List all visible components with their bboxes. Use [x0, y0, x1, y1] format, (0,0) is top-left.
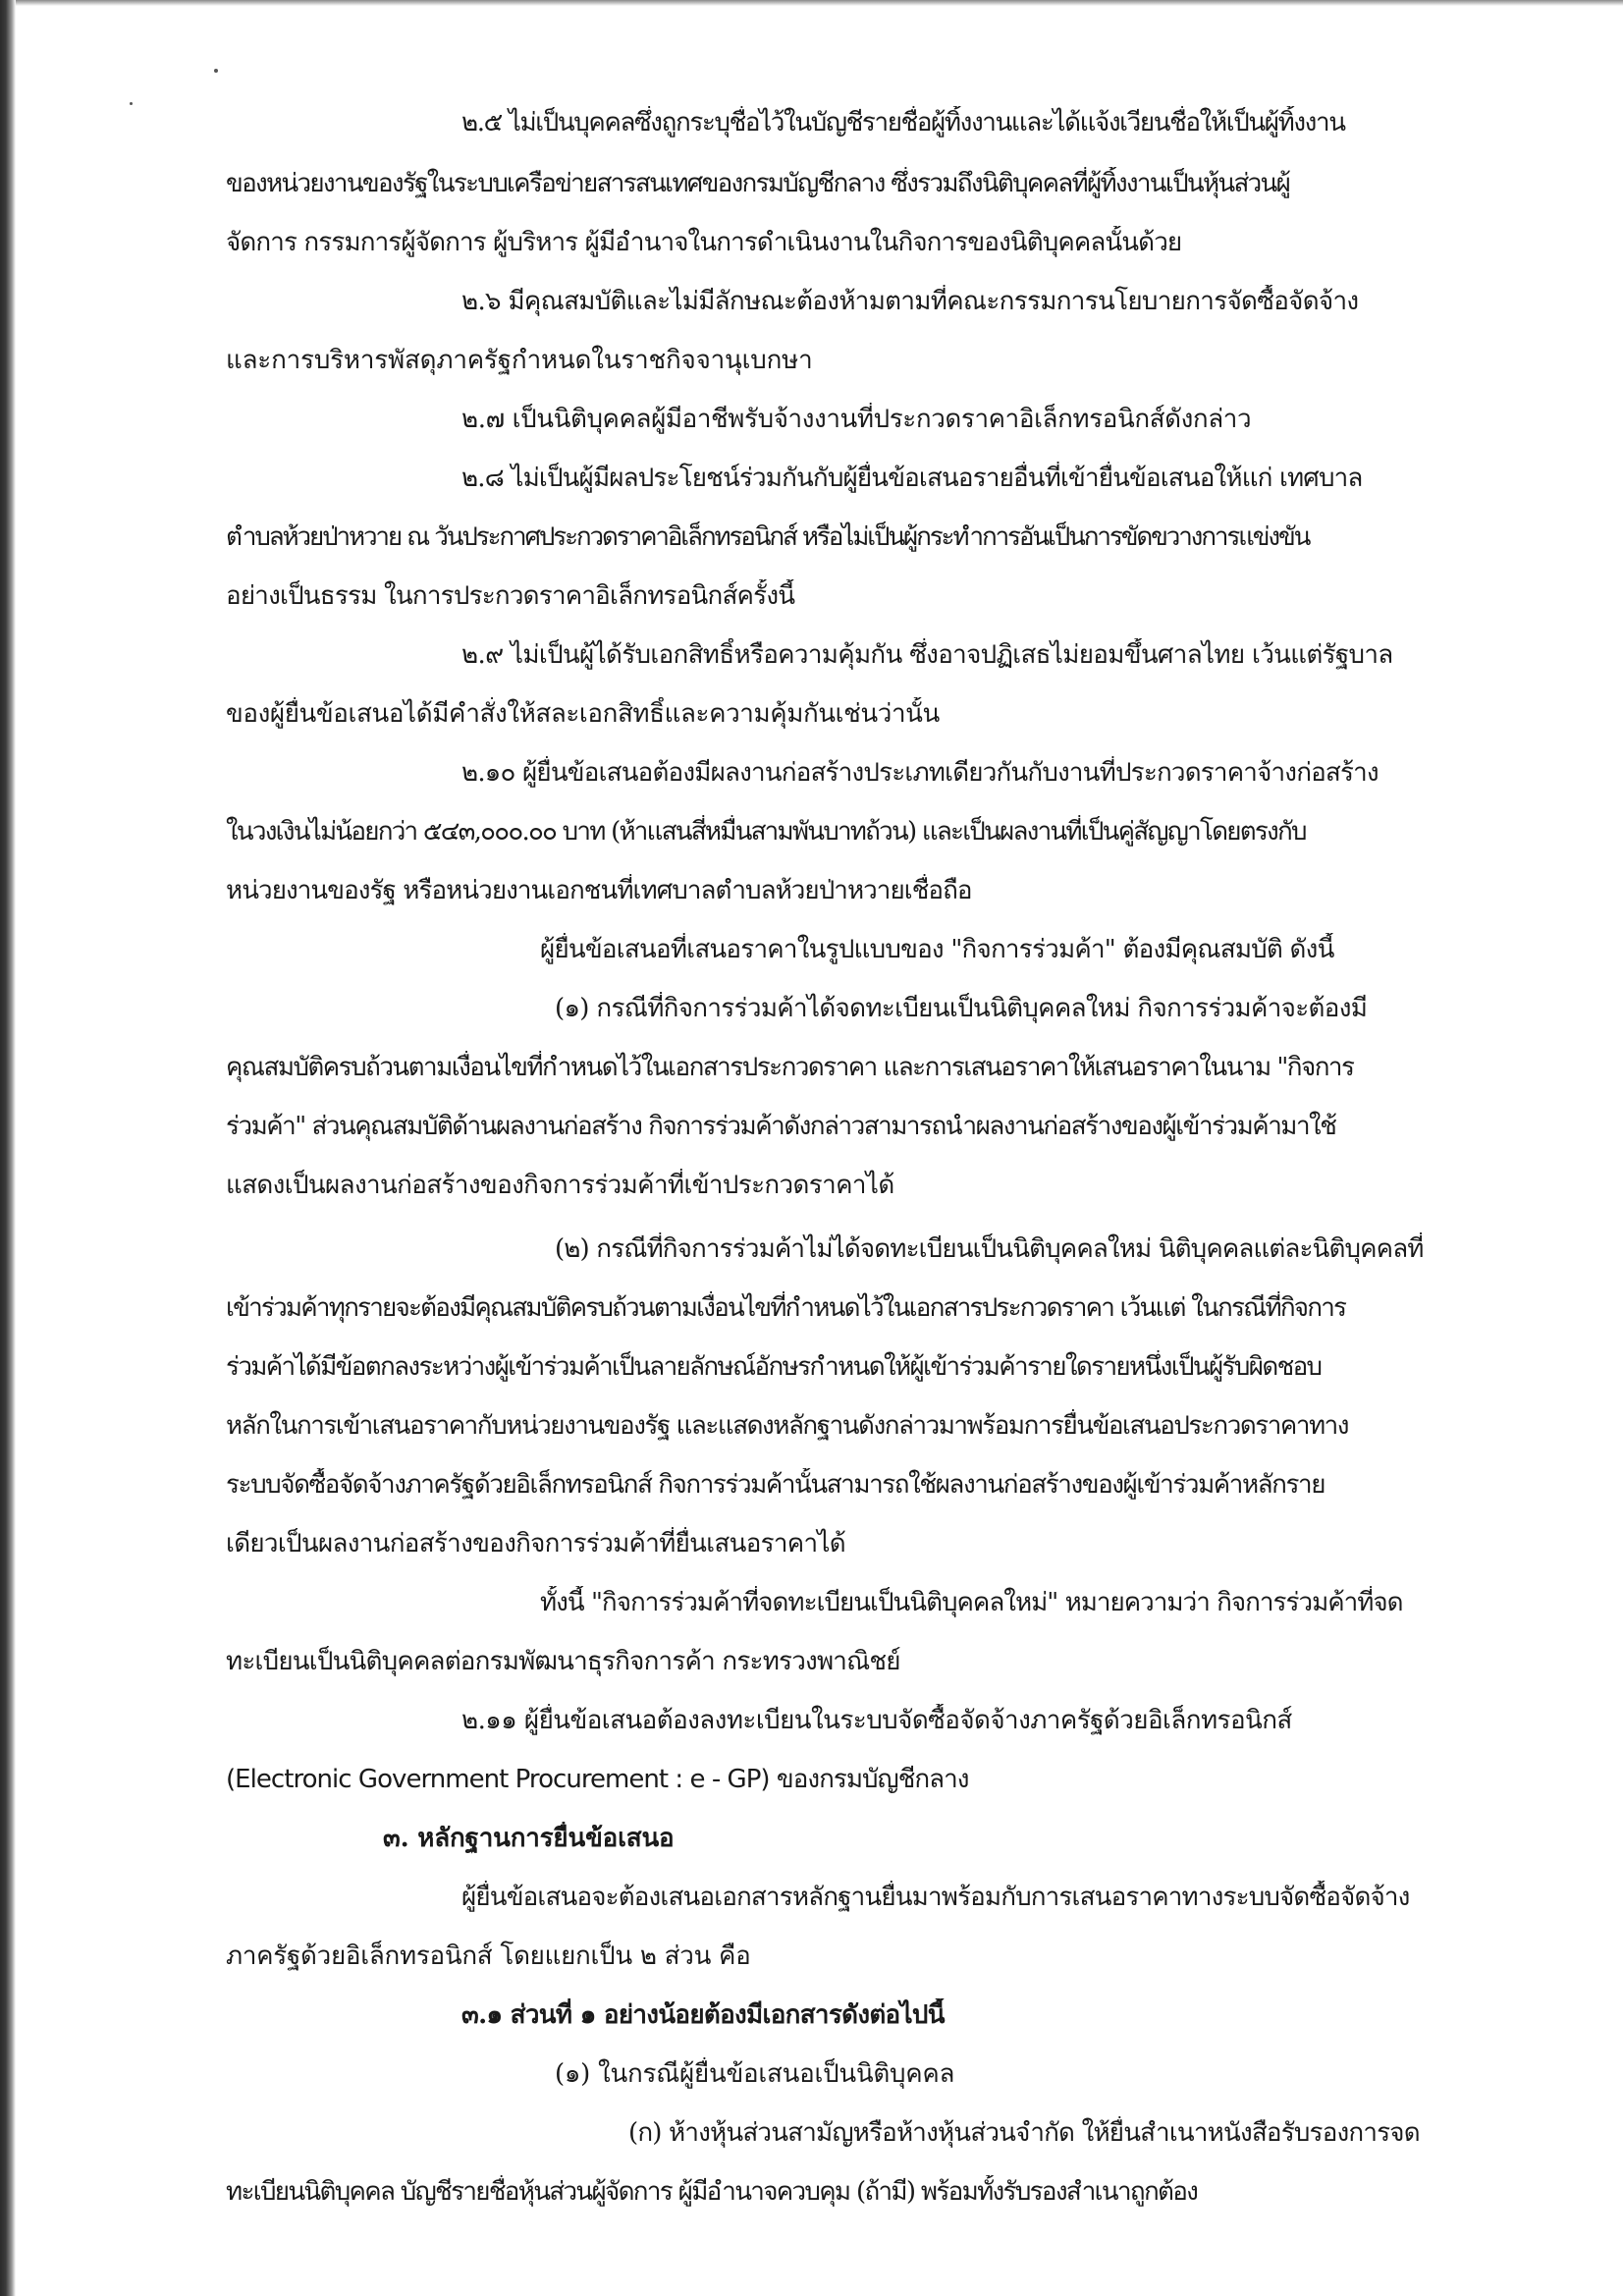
joint-venture-case-2-line-6: เดียวเป็นผลงานก่อสร้างของกิจการร่วมค้าที่ยื่นเสนอราคาได้: [226, 1529, 846, 1558]
clause-2-10-line-2: ในวงเงินไม่น้อยกว่า ๕๔๓,๐๐๐.๐๐ บาท (ห้าแสนสี่หมื่นสามพันบาทถ้วน) และเป็นผลงานที่เป็นคู่สัญญาโดยตรงกับ: [226, 817, 1306, 847]
clause-2-8-line-2: ตำบลห้วยป่าหวาย ณ วันประกาศประกวดราคาอิเล็กทรอนิกส์ หรือไม่เป็นผู้กระทำการอันเป็นการขัดขวางการแข่งขัน: [226, 522, 1310, 552]
clause-2-9-line-2: ของผู้ยื่นข้อเสนอได้มีคำสั่งให้สละเอกสิทธิ์และความคุ้มกันเช่นว่านั้น: [226, 699, 940, 729]
joint-venture-case-1-line-1: (๑) กรณีที่กิจการร่วมค้าได้จดทะเบียนเป็นนิติบุคคลใหม่ กิจการร่วมค้าจะต้องมี: [555, 994, 1368, 1023]
clause-2-9-line-1: ๒.๙ ไม่เป็นผู้ได้รับเอกสิทธิ์หรือความคุ้มกัน ซึ่งอาจปฏิเสธไม่ยอมขึ้นศาลไทย เว้นแต่รัฐบาล: [461, 640, 1393, 670]
clause-2-8-line-1: ๒.๘ ไม่เป็นผู้มีผลประโยชน์ร่วมกันกับผู้ยื่นข้อเสนอรายอื่นที่เข้ายื่นข้อเสนอให้แก่ เทศบาล: [461, 464, 1363, 493]
scan-speck: [214, 69, 218, 73]
joint-venture-case-1-line-4: แสดงเป็นผลงานก่อสร้างของกิจการร่วมค้าที่เข้าประกวดราคาได้: [226, 1171, 894, 1200]
joint-venture-case-2-line-3: ร่วมค้าได้มีข้อตกลงระหว่างผู้เข้าร่วมค้าเป็นลายลักษณ์อักษรกำหนดให้ผู้เข้าร่วมค้ารายใดรายหนึ่งเป็นผู้รับผิดชอบ: [226, 1352, 1322, 1382]
joint-venture-case-2-line-5: ระบบจัดซื้อจัดจ้างภาครัฐด้วยอิเล็กทรอนิกส์ กิจการร่วมค้านั้นสามารถใช้ผลงานก่อสร้างของผู้เข้าร่วมค้าหลักราย: [226, 1470, 1325, 1500]
clause-2-5-line-2: ของหน่วยงานของรัฐในระบบเครือข่ายสารสนเทศของกรมบัญชีกลาง ซึ่งรวมถึงนิติบุคคลที่ผู้ทิ้งงานเป็นหุ้นส่วนผู้: [226, 169, 1290, 198]
joint-venture-intro: ผู้ยื่นข้อเสนอที่เสนอราคาในรูปแบบของ "กิจการร่วมค้า" ต้องมีคุณสมบัติ ดังนี้: [540, 935, 1334, 964]
scan-edge-top: [0, 0, 1623, 6]
joint-venture-definition-line-2: ทะเบียนเป็นนิติบุคคลต่อกรมพัฒนาธุรกิจการค้า กระทรวงพาณิชย์: [226, 1647, 900, 1676]
clause-2-7-line-1: ๒.๗ เป็นนิติบุคคลผู้มีอาชีพรับจ้างงานที่ประกวดราคาอิเล็กทรอนิกส์ดังกล่าว: [461, 405, 1252, 434]
clause-2-6-line-2: และการบริหารพัสดุภาครัฐกำหนดในราชกิจจานุเบกษา: [226, 346, 813, 375]
section-3-heading: ๓. หลักฐานการยื่นข้อเสนอ: [383, 1824, 675, 1853]
joint-venture-definition-line-1: ทั้งนี้ "กิจการร่วมค้าที่จดทะเบียนเป็นนิติบุคคลใหม่" หมายความว่า กิจการร่วมค้าที่จด: [540, 1588, 1403, 1617]
section-3-1-item-1-a-line-1: (ก) ห้างหุ้นส่วนสามัญหรือห้างหุ้นส่วนจำกัด ให้ยื่นสำเนาหนังสือรับรองการจด: [628, 2118, 1420, 2148]
clause-2-10-line-1: ๒.๑๐ ผู้ยื่นข้อเสนอต้องมีผลงานก่อสร้างประเภทเดียวกันกับงานที่ประกวดราคาจ้างก่อสร้าง: [461, 758, 1379, 788]
clause-2-5-line-1: ๒.๕ ไม่เป็นบุคคลซึ่งถูกระบุชื่อไว้ในบัญชีรายชื่อผู้ทิ้งงานและได้แจ้งเวียนชื่อให้เป็นผู้ทิ้งงาน: [461, 108, 1345, 137]
clause-2-8-line-3: อย่างเป็นธรรม ในการประกวดราคาอิเล็กทรอนิกส์ครั้งนี้: [226, 581, 795, 611]
scan-edge-left: [0, 0, 16, 2296]
joint-venture-case-2-line-2: เข้าร่วมค้าทุกรายจะต้องมีคุณสมบัติครบถ้วนตามเงื่อนไขที่กำหนดไว้ในเอกสารประกวดราคา เว้นแต่ ในกรณีที่กิจการ: [226, 1293, 1346, 1323]
clause-2-11-line-2: (Electronic Government Procurement : e - GP) ของกรมบัญชีกลาง: [226, 1765, 969, 1794]
joint-venture-case-1-line-3: ร่วมค้า" ส่วนคุณสมบัติด้านผลงานก่อสร้าง กิจการร่วมค้าดังกล่าวสามารถนำผลงานก่อสร้างของผู้เข้าร่วมค้ามาใช้: [226, 1112, 1336, 1141]
scan-speck: [130, 102, 133, 105]
clause-2-11-line-1: ๒.๑๑ ผู้ยื่นข้อเสนอต้องลงทะเบียนในระบบจัดซื้อจัดจ้างภาครัฐด้วยอิเล็กทรอนิกส์: [461, 1706, 1292, 1735]
clause-2-6-line-1: ๒.๖ มีคุณสมบัติและไม่มีลักษณะต้องห้ามตามที่คณะกรรมการนโยบายการจัดซื้อจัดจ้าง: [461, 287, 1359, 316]
section-3-intro-line-2: ภาครัฐด้วยอิเล็กทรอนิกส์ โดยแยกเป็น ๒ ส่วน คือ: [226, 1941, 751, 1971]
section-3-intro-line-1: ผู้ยื่นข้อเสนอจะต้องเสนอเอกสารหลักฐานยื่นมาพร้อมกับการเสนอราคาทางระบบจัดซื้อจัดจ้าง: [461, 1883, 1410, 1912]
section-3-1-item-1: (๑) ในกรณีผู้ยื่นข้อเสนอเป็นนิติบุคคล: [555, 2059, 955, 2089]
joint-venture-case-2-line-4: หลักในการเข้าเสนอราคากับหน่วยงานของรัฐ และแสดงหลักฐานดังกล่าวมาพร้อมการยื่นข้อเสนอประกวดราคาทาง: [226, 1411, 1349, 1441]
joint-venture-case-1-line-2: คุณสมบัติครบถ้วนตามเงื่อนไขที่กำหนดไว้ในเอกสารประกวดราคา และการเสนอราคาให้เสนอราคาในนาม "กิจการ: [226, 1053, 1354, 1082]
clause-2-10-line-3: หน่วยงานของรัฐ หรือหน่วยงานเอกชนที่เทศบาลตำบลห้วยป่าหวายเชื่อถือ: [226, 876, 972, 905]
section-3-1-item-1-a-line-2: ทะเบียนนิติบุคคล บัญชีรายชื่อหุ้นส่วนผู้จัดการ ผู้มีอำนาจควบคุม (ถ้ามี) พร้อมทั้งรับรองสำเนาถูกต้อง: [226, 2177, 1198, 2207]
section-3-1-heading: ๓.๑ ส่วนที่ ๑ อย่างน้อยต้องมีเอกสารดังต่อไปนี้: [461, 2000, 945, 2030]
clause-2-5-line-3: จัดการ กรรมการผู้จัดการ ผู้บริหาร ผู้มีอำนาจในการดำเนินงานในกิจการของนิติบุคคลนั้นด้วย: [226, 228, 1182, 257]
joint-venture-case-2-line-1: (๒) กรณีที่กิจการร่วมค้าไม่ได้จดทะเบียนเป็นนิติบุคคลใหม่ นิติบุคคลแต่ละนิติบุคคลที่: [555, 1234, 1424, 1264]
